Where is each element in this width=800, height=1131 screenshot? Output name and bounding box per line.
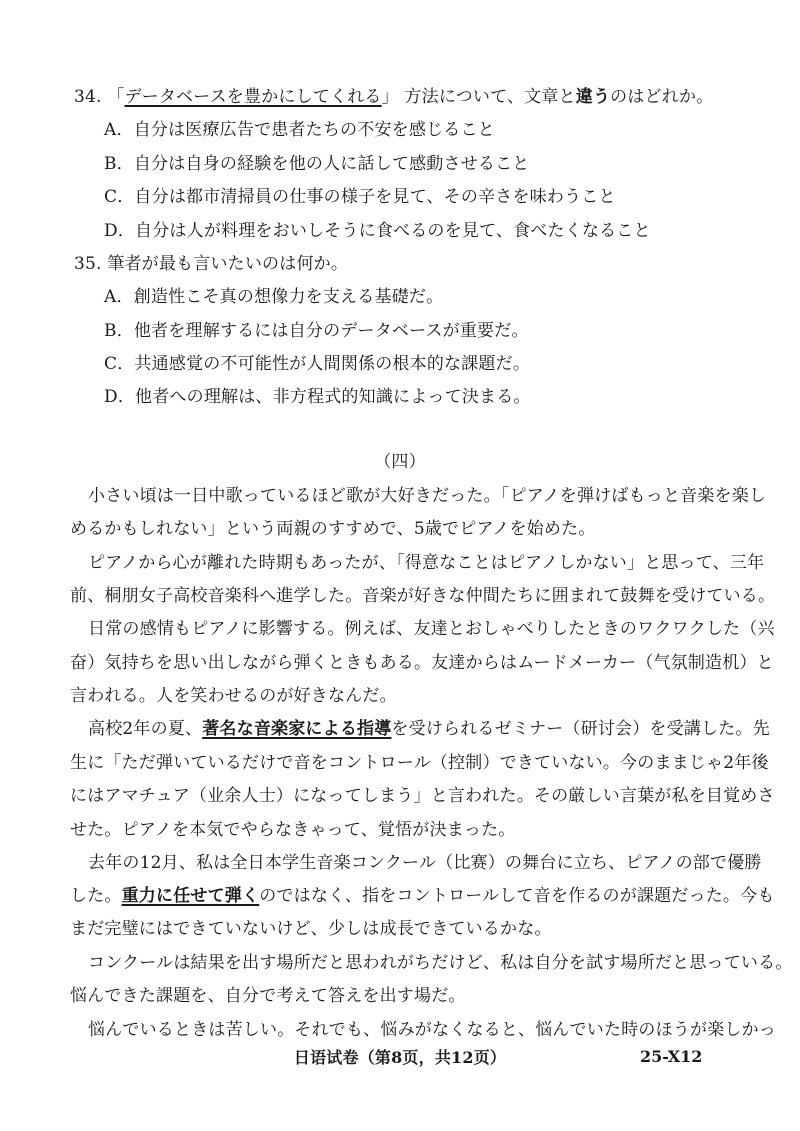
quote-open: 「 — [107, 87, 125, 107]
question-number: 34. — [74, 87, 102, 107]
option-key: C． — [104, 187, 135, 207]
underlined-phrase: 著名な音楽家による指導 — [202, 719, 392, 739]
passage-line: せた。ピアノを本気でやらなきゃって、覚悟が決まった。 — [70, 820, 516, 840]
passage-line: 日常の感情もピアノに影響する。例えば、友達とおしゃべりしたときのワクワクした（兴 — [88, 619, 775, 639]
question-number: 35. — [74, 254, 102, 274]
option-text: 自分は都市清掃員の仕事の様子を見て、その辛さを味わうこと — [134, 187, 616, 207]
passage-line: まだ完璧にはできていないけど、少しは成長できているかな。 — [70, 919, 552, 939]
q34-option-b — [104, 153, 530, 175]
option-key: D． — [104, 221, 136, 241]
underlined-phrase: 重力に任せて弾く — [121, 886, 260, 906]
option-text: 自分は自身の経験を他の人に話して感動させること — [133, 154, 530, 174]
option-key: B． — [104, 321, 134, 341]
option-text: 創造性こそ真の想像力を支える基礎だ。 — [133, 287, 444, 307]
passage-text: 高校2年の夏、 — [88, 719, 203, 739]
passage-line: にはアマチュア（业余人士）になってしまう」と言われた。その厳しい言葉が私を目覚めさ — [70, 786, 775, 806]
question-34-stem — [74, 86, 713, 108]
q34-option-d — [104, 220, 651, 242]
question-text-end: のはどれか。 — [610, 87, 714, 107]
option-text: 他者を理解するには自分のデータベースが重要だ。 — [133, 321, 529, 341]
option-text: 自分は人が料理をおいしそうに食べるのを見て、食べたくなること — [135, 221, 651, 241]
passage-text: を受けられるゼミナー（研讨会）を受講した。先 — [391, 719, 770, 739]
option-key: D． — [104, 387, 136, 407]
option-text: 共通感覚の不可能性が人間関係の根本的な課題だ。 — [134, 354, 531, 374]
underlined-quote: データベースを豊かにしてくれる — [124, 87, 382, 107]
option-text: 自分は医療広告で患者たちの不安を感じること — [133, 120, 495, 140]
section-title: （四） — [374, 452, 426, 472]
q35-option-c — [104, 353, 530, 375]
option-text: 他者への理解は、非方程式的知識によって決まる。 — [135, 387, 531, 407]
passage-line: コンクールは結果を出す場所だと思われがちだけど、私は自分を試す場所だと思っている。 — [88, 953, 793, 973]
passage-line: 悩んでいるときは苦しい。それでも、悩みがなくなると、悩んでいた時のほうが楽しかっ — [88, 1020, 776, 1040]
passage-text: した。 — [70, 886, 122, 906]
option-key: A． — [104, 287, 134, 307]
passage-line — [70, 885, 775, 907]
emphasis-word: 違う — [575, 87, 611, 107]
q34-option-a — [104, 119, 495, 141]
passage-text: のではなく、指をコントロールして音を作るのが課題だった。今も — [259, 886, 775, 906]
question-text: 方法について、文章と — [404, 87, 576, 107]
passage-line: めるかもしれない」という両親のすすめで、5歳でピアノを始めた。 — [70, 519, 596, 539]
passage-line: 生に「ただ弾いているだけで音をコントロール（控制）できていない。今のままじゃ2年後 — [70, 753, 769, 773]
q35-option-b — [104, 320, 529, 342]
passage-line: 言われる。人を笑わせるのが好きなんだ。 — [70, 686, 397, 706]
passage-line: 小さい頃は一日中歌っているほど歌が大好きだった。「ピアノを弾けばもっと音楽を楽し — [88, 486, 767, 506]
q35-option-a — [104, 286, 443, 308]
page-footer: 日语试卷（第8页，共12页） — [293, 1048, 507, 1067]
option-key: A． — [104, 120, 134, 140]
quote-close: 」 — [381, 87, 399, 107]
passage-line: ピアノから心が離れた時期もあったが、「得意なことはピアノしかない」と思って、三年 — [88, 553, 765, 573]
passage-line: 去年の12月、私は全日本学生音楽コンクール（比赛）の舞台に立ち、ピアノの部で優勝 — [88, 853, 762, 873]
question-35-stem — [74, 253, 348, 275]
question-text: 筆者が最も言いたいのは何か。 — [107, 254, 349, 274]
passage-line: 前、桐朋女子高校音楽科へ進学した。音楽が好きな仲間たちに囲まれて鼓舞を受けている。 — [70, 586, 776, 606]
exam-code: 25-X12 — [640, 1047, 703, 1066]
passage-line: 奋）気持ちを思い出しながら弾くときもある。友達からはムードメーカー（气氛制造机）と — [70, 653, 774, 673]
q34-option-c — [104, 186, 616, 208]
passage-line: 悩んできた課題を、自分で考えて答えを出す場だ。 — [70, 986, 466, 1006]
q35-option-d — [104, 386, 531, 408]
passage-line — [88, 718, 770, 740]
option-key: C． — [104, 354, 135, 374]
option-key: B． — [104, 154, 134, 174]
